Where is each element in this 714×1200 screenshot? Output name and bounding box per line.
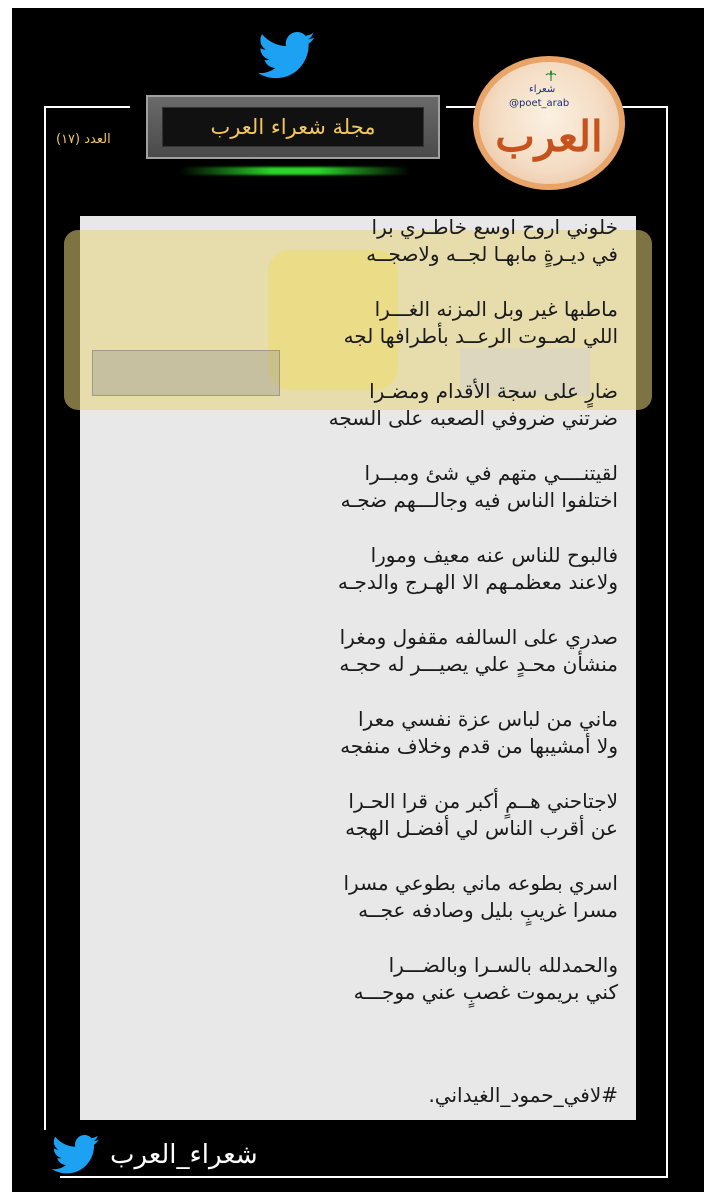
- poem-line: كني بريموت غصبٍ عني موجـــه: [353, 980, 618, 1004]
- poem-stanza: [96, 214, 618, 268]
- poem-line: لقيتنــــي متهم في شئ ومبــرا: [364, 461, 618, 485]
- poem-stanza: [96, 624, 618, 678]
- poem-stanza: [96, 952, 618, 1006]
- poem-body: [96, 214, 618, 1034]
- twitter-bird-icon[interactable]: [258, 32, 316, 80]
- poem-stanza: [96, 378, 618, 432]
- logo-main-text: العرب: [495, 112, 603, 161]
- poem-stanza: [96, 706, 618, 760]
- poem-line: صدري على السالفه مقفول ومغرا: [339, 625, 618, 649]
- poem-stanza: [96, 870, 618, 924]
- poem-stanza: [96, 296, 618, 350]
- footer-account[interactable]: [52, 1132, 258, 1178]
- issue-number: العدد (١٧): [56, 132, 111, 147]
- poem-line: اختلفوا الناس فيه وجالـــهم ضجـه: [340, 488, 618, 512]
- poem-line: ضارٍ على سجة الأقدام ومضـرا: [369, 379, 618, 403]
- magazine-title-plate: [146, 95, 440, 159]
- poem-line: منشأن محـدٍ علي يصيـــر له حجـه: [339, 652, 618, 676]
- poem-line: ولاعند معظمـهم الا الهـرج والدجـه: [337, 570, 618, 594]
- poem-stanza: [96, 788, 618, 842]
- title-inner: [162, 107, 424, 147]
- poem-line: اسري بطوعه ماني بطوعي مسرا: [343, 871, 618, 895]
- green-glow-divider: [180, 167, 410, 175]
- poem-line: ولا أمشيبها من قدم وخلاف منفجه: [340, 734, 618, 758]
- poem-line: ماطبها غير وبل المزنه الغـــرا: [374, 297, 618, 321]
- poem-line: مسرا غريبٍ بليل وصادفه عجــه: [358, 898, 618, 922]
- footer-account-name: شعراء_العرب: [110, 1140, 258, 1170]
- poet-hashtag[interactable]: #لافي_حمود_الغيداني.: [428, 1083, 618, 1107]
- poem-line: ضرتني ضروفي الصعبه على السجه: [328, 406, 618, 430]
- poem-line: لاجتاحني هــمٍ أكبر من قرا الحـرا: [348, 789, 618, 813]
- magazine-title: مجلة شعراء العرب: [210, 115, 376, 139]
- logo-handle: @poet_arab: [509, 98, 570, 109]
- poem-line: والحمدلله بالسـرا وبالضـــرا: [388, 953, 618, 977]
- twitter-bird-icon: [52, 1135, 100, 1175]
- poem-line: اللي لصـوت الرعــد بأطرافها لجه: [343, 324, 618, 348]
- poem-line: في ديـرةٍ مابهـا لجــه ولاصجــه: [366, 242, 618, 266]
- poem-stanza: [96, 460, 618, 514]
- palm-emblem-icon: [545, 70, 557, 82]
- poem-line: ماني من لباس عزة نفسي معرا: [358, 707, 618, 731]
- magazine-logo[interactable]: [473, 56, 625, 190]
- poem-line: فالبوح للناس عنه معيف ومورا: [370, 543, 618, 567]
- poem-line: عن أقرب الناس لي أفضـل الهجه: [345, 816, 618, 840]
- poem-line: خلوني اروح اوسع خاطـري برا: [371, 215, 618, 239]
- poem-stanza: [96, 542, 618, 596]
- logo-top-text: شعراء: [529, 84, 556, 95]
